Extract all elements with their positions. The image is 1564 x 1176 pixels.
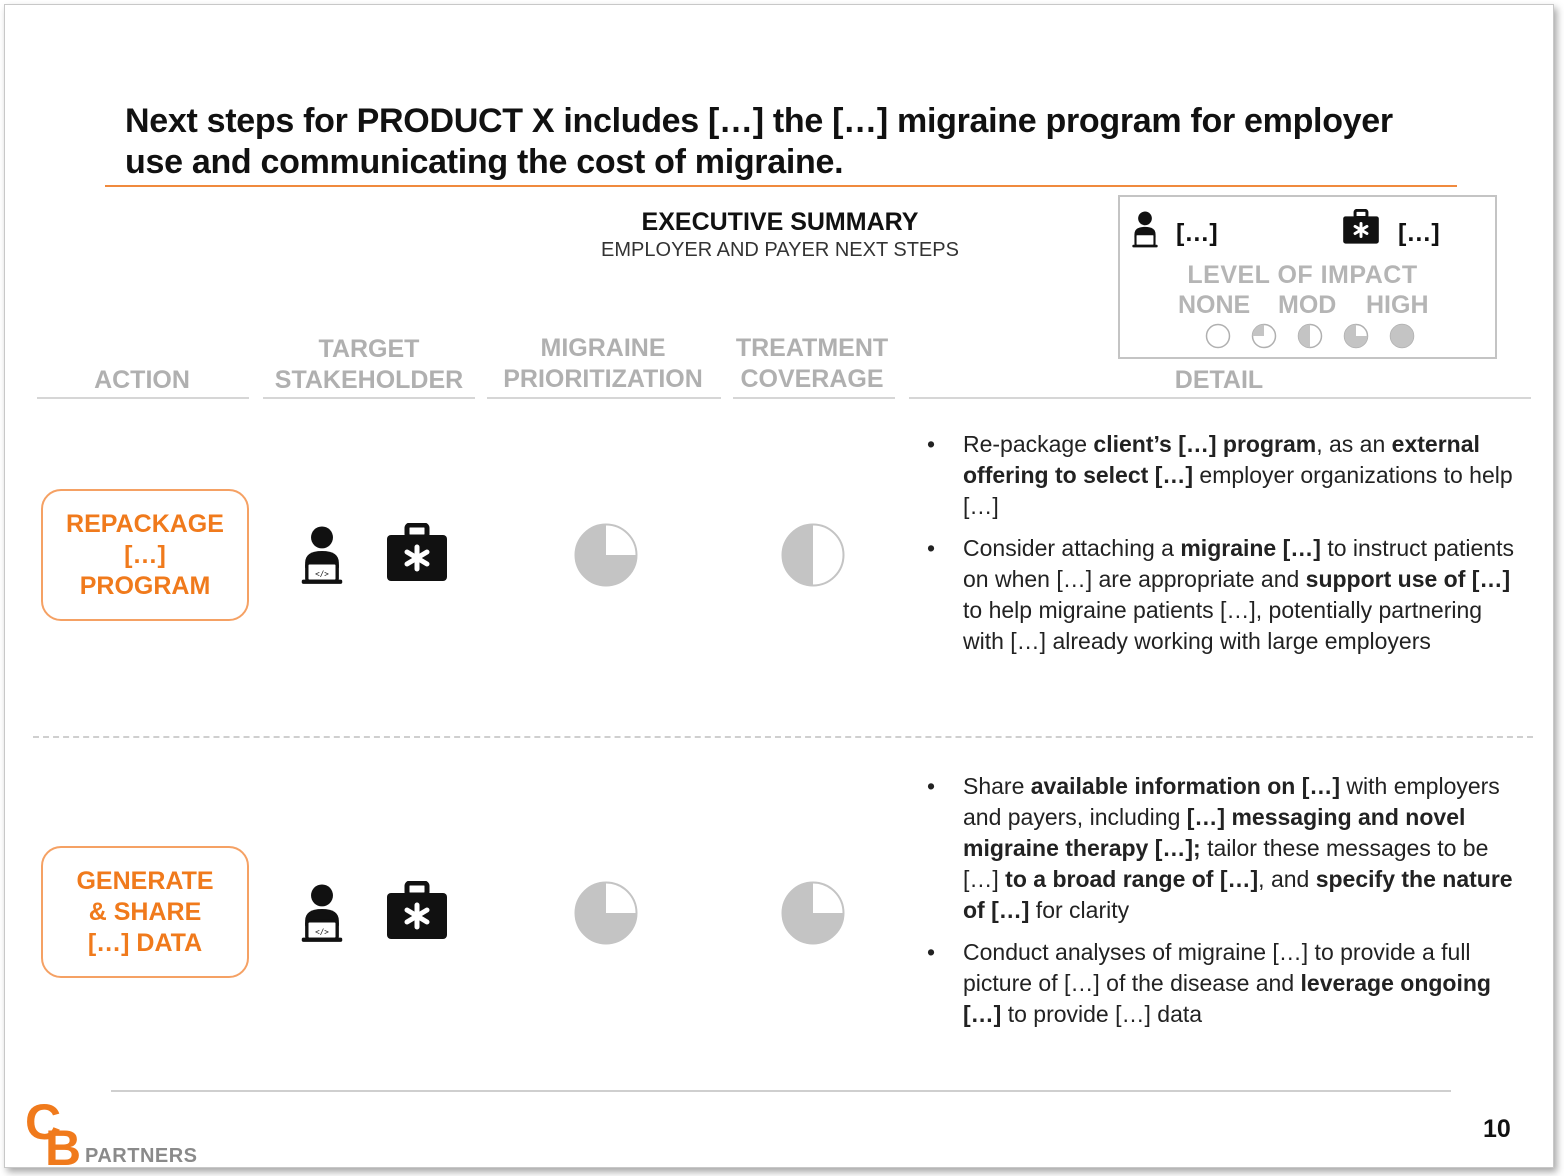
- detail-bullet: • Re-package client’s […] program, as an external offering to select […] employer organizations to help […]: [925, 429, 1515, 522]
- impact-legend: [1118, 195, 1497, 359]
- executive-summary-title: EXECUTIVE SUMMARY: [641, 208, 919, 236]
- action-repackage-program: REPACKAGE […] PROGRAM: [41, 489, 249, 621]
- row-divider: [33, 736, 1533, 738]
- impact-scale-high-icon: [1389, 323, 1415, 349]
- column-header-action: ACTION: [94, 366, 190, 394]
- slide: [4, 4, 1554, 1168]
- column-header-detail: DETAIL: [1174, 366, 1264, 394]
- column-rule-action: [37, 397, 249, 399]
- medical-kit-icon: [385, 881, 449, 941]
- detail-bullet: • Consider attaching a migraine […] to instruct patients on when […] are appropriate and support use of […] to help migraine patients […], potentially partnering with […] already working with large employers: [925, 533, 1515, 657]
- executive-summary-subtitle: EMPLOYER AND PAYER NEXT STEPS: [601, 239, 959, 261]
- page-number: 10: [1483, 1115, 1511, 1143]
- impact-scale-mod-icon: [1297, 323, 1323, 349]
- migraine-prioritization-pie-icon: [574, 881, 638, 945]
- person-laptop-icon: [295, 883, 349, 945]
- svg-text:</>: </>: [315, 927, 329, 937]
- detail-list: [925, 429, 1515, 668]
- level-high-label: HIGH: [1366, 291, 1429, 319]
- treatment-coverage-pie-icon: [781, 523, 845, 587]
- detail-list: [925, 771, 1515, 1041]
- column-rule-target: [263, 397, 475, 399]
- title-underline: [105, 185, 1457, 187]
- column-header-target-stakeholder: TARGET STAKEHOLDER: [274, 335, 464, 394]
- level-of-impact-heading: LEVEL OF IMPACT: [1187, 261, 1418, 289]
- level-none-label: NONE: [1178, 291, 1251, 319]
- person-laptop-icon: [1128, 211, 1162, 249]
- impact-scale-none-icon: [1205, 323, 1231, 349]
- svg-text:C: C: [25, 1094, 62, 1150]
- column-header-treatment-coverage: TREATMENT COVERAGE: [735, 334, 889, 393]
- treatment-coverage-pie-icon: [781, 881, 845, 945]
- column-header-migraine-prioritization: MIGRAINE PRIORITIZATION: [503, 334, 703, 393]
- impact-scale-high-mod-icon: [1343, 323, 1369, 349]
- migraine-prioritization-pie-icon: [574, 523, 638, 587]
- column-rule-detail: [909, 397, 1531, 399]
- level-mod-label: MOD: [1278, 291, 1337, 319]
- detail-bullet: • Conduct analyses of migraine […] to provide a full picture of […] of the disease and leverage ongoing […] to provide […] data: [925, 937, 1515, 1030]
- svg-text:B: B: [45, 1120, 82, 1169]
- column-rule-migraine: [487, 397, 721, 399]
- svg-text:</>: </>: [315, 569, 329, 579]
- impact-scale-low-icon: [1251, 323, 1277, 349]
- detail-bullet: • Share available information on […] with employers and payers, including […] messaging and novel migraine therapy […]; tailor these messages to be […] to a broad range of […], and specify the nature of […] for clarity: [925, 771, 1515, 926]
- footer-rule: [111, 1090, 1451, 1092]
- column-rule-treatment: [733, 397, 895, 399]
- logo-wordmark: PARTNERS: [85, 1145, 198, 1167]
- title-line-2: use and communicating the cost of migraine.: [125, 143, 844, 181]
- medical-kit-icon: [385, 523, 449, 583]
- person-laptop-icon: [295, 525, 349, 587]
- page-title: [125, 101, 1465, 183]
- title-line-1: Next steps for PRODUCT X includes […] the […] migraine program for employer: [125, 102, 1393, 140]
- medical-kit-icon: [1342, 209, 1380, 245]
- legend-kit-label: […]: [1398, 219, 1440, 247]
- legend-person-label: […]: [1176, 219, 1218, 247]
- action-generate-share-data: GENERATE & SHARE […] DATA: [41, 846, 249, 978]
